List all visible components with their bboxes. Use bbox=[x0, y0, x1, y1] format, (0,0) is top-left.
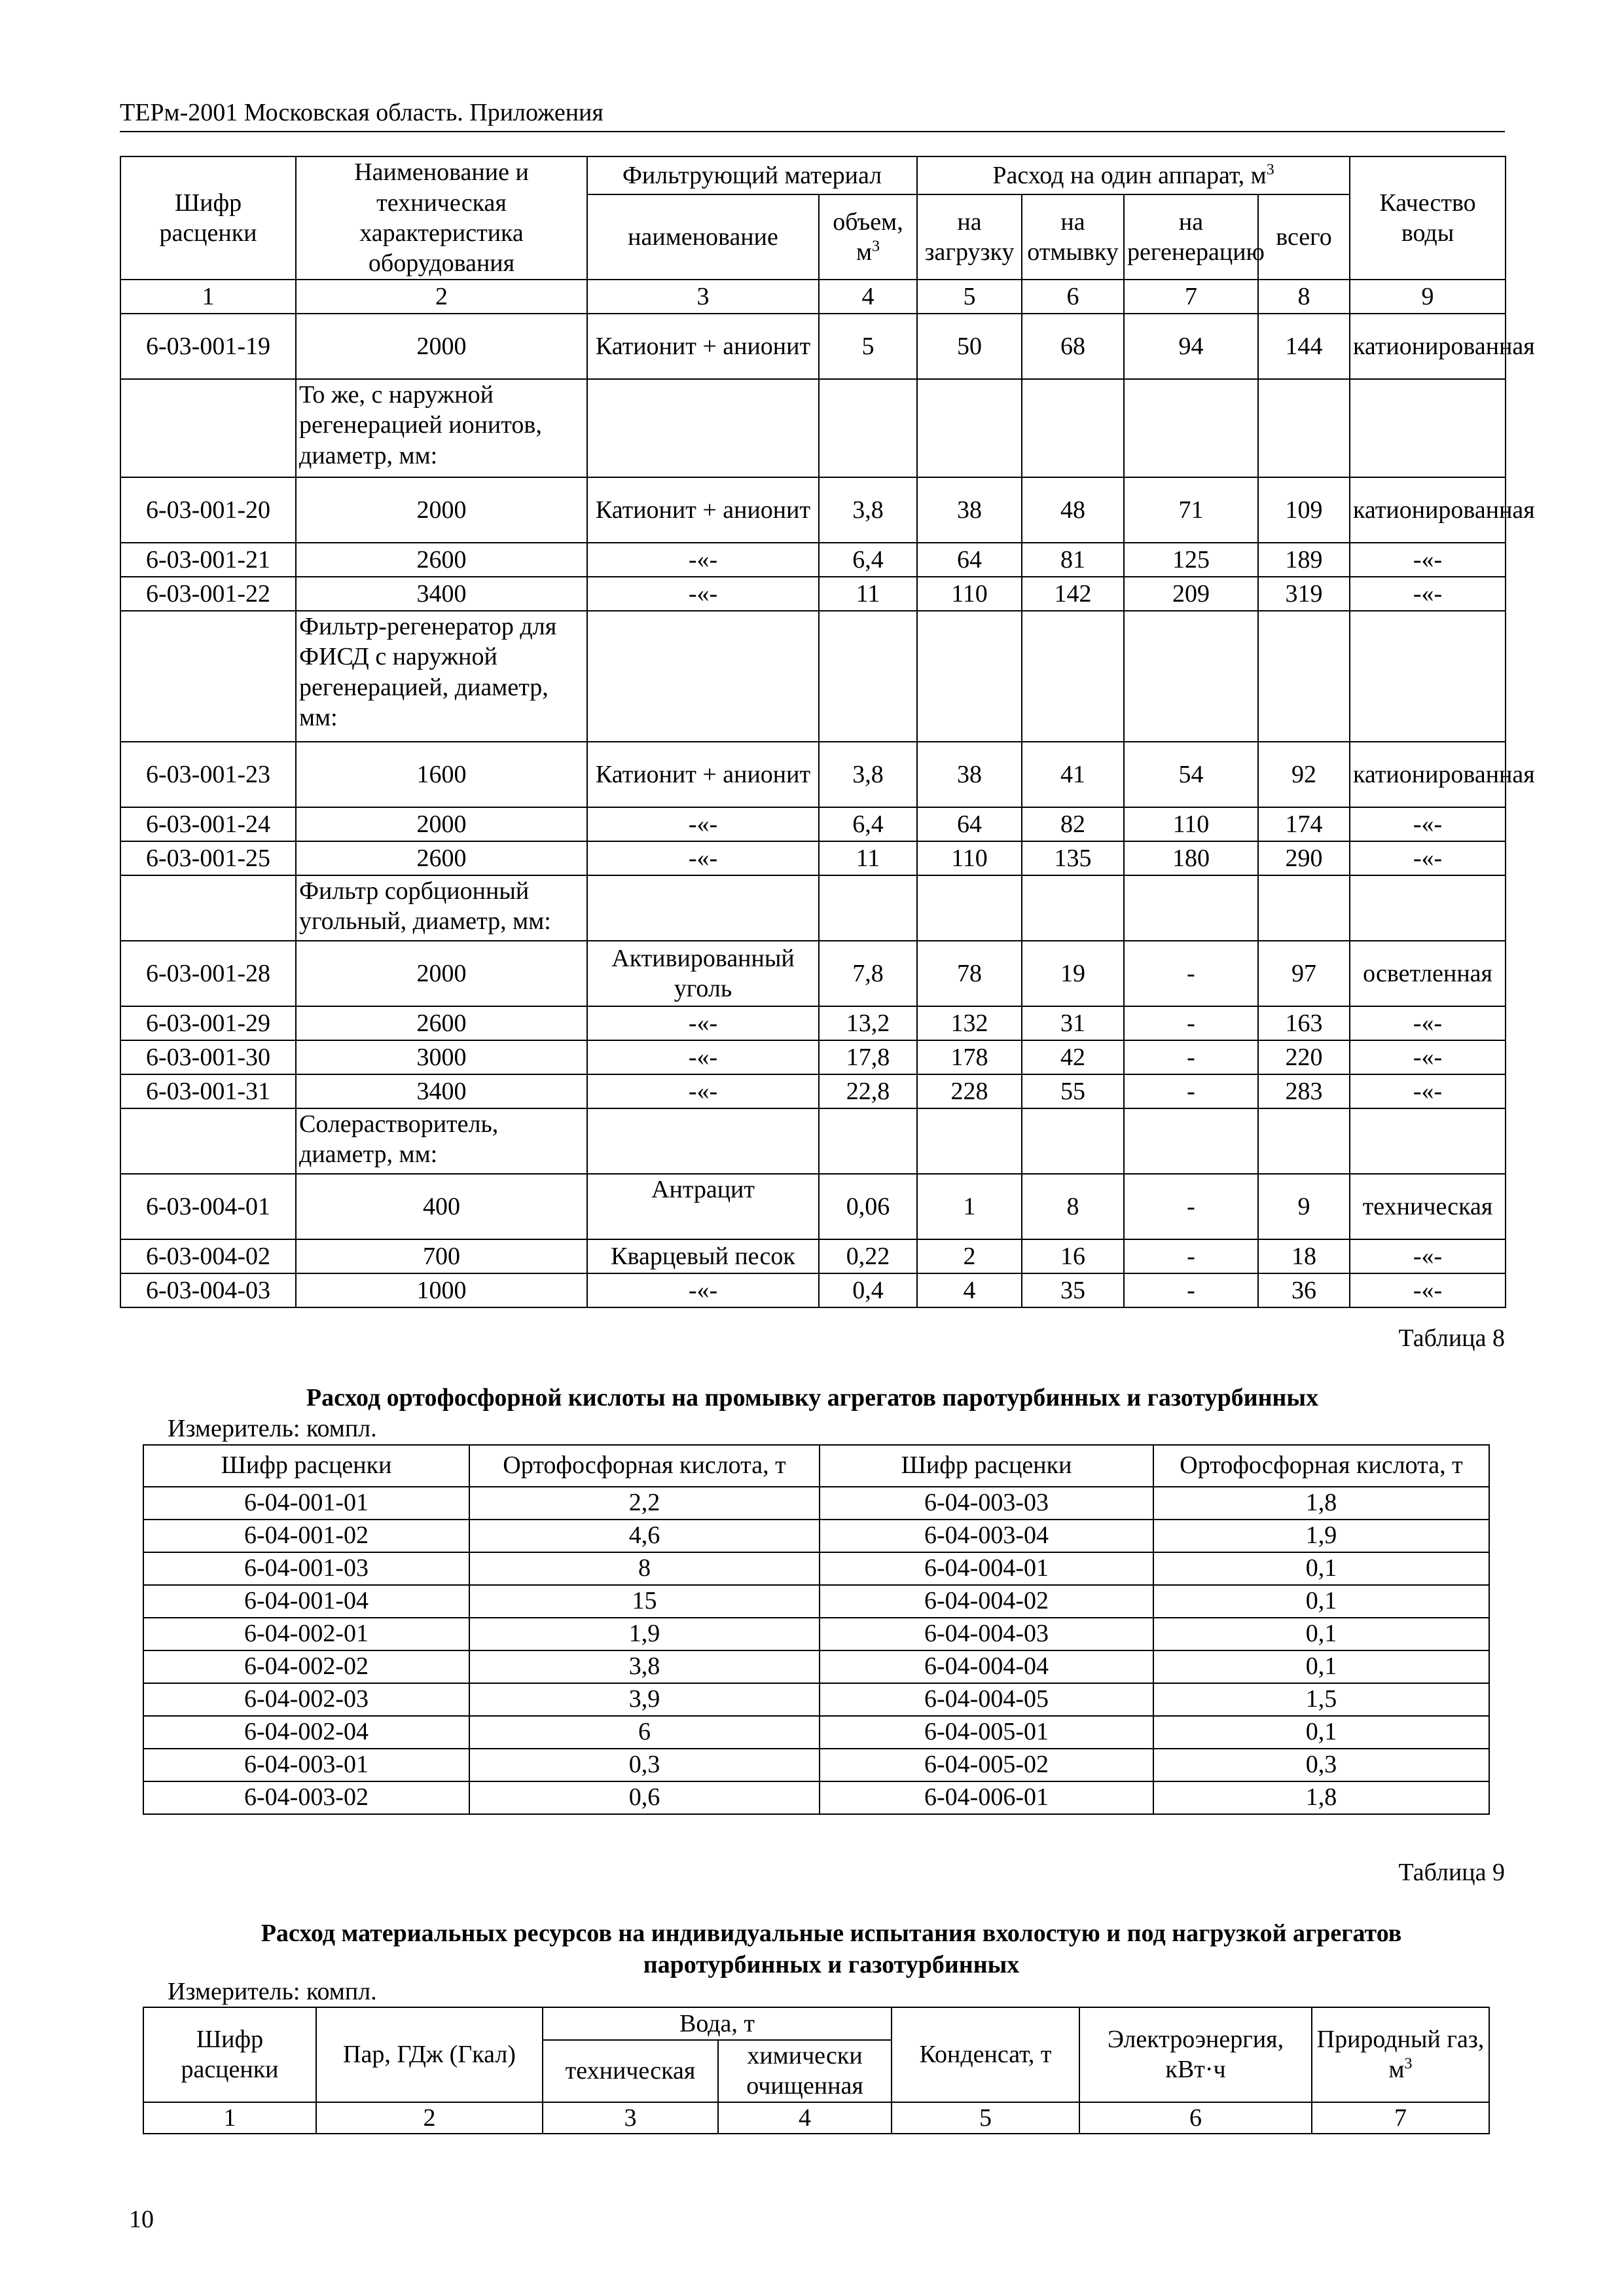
t8-header-acid-2: Ортофосфорная кислота, т bbox=[1153, 1445, 1489, 1487]
header-wash: на отмывку bbox=[1022, 194, 1124, 280]
table-cell bbox=[120, 1108, 296, 1174]
table-cell: 6-04-002-04 bbox=[143, 1716, 469, 1749]
table-cell: 6-03-001-29 bbox=[120, 1006, 296, 1040]
table-cell: 189 bbox=[1258, 543, 1350, 577]
table-cell: 7,8 bbox=[819, 941, 917, 1006]
col-number: 2 bbox=[316, 2102, 543, 2134]
table-cell: 6-03-001-24 bbox=[120, 807, 296, 841]
table-cell: 6-03-001-30 bbox=[120, 1040, 296, 1074]
table-row bbox=[143, 1552, 1489, 1585]
table-row bbox=[120, 477, 1506, 543]
table-cell bbox=[1124, 611, 1258, 742]
table-cell: техническая bbox=[1350, 1174, 1506, 1239]
col-number: 9 bbox=[1350, 280, 1506, 314]
table-cell bbox=[120, 875, 296, 941]
table-cell: -«- bbox=[587, 1040, 819, 1074]
t9-header-chem-water: химически очищенная bbox=[718, 2040, 892, 2102]
table-row bbox=[120, 941, 1506, 1006]
table-cell bbox=[1022, 1108, 1124, 1174]
table-cell: 0,6 bbox=[469, 1781, 820, 1814]
table-cell: 2600 bbox=[296, 543, 587, 577]
table-row bbox=[143, 1749, 1489, 1781]
table-cell: 64 bbox=[917, 543, 1022, 577]
header-total: всего bbox=[1258, 194, 1350, 280]
header-material-name: наименование bbox=[587, 194, 819, 280]
table-cell: 4 bbox=[917, 1273, 1022, 1307]
table-cell: 1,9 bbox=[1153, 1520, 1489, 1552]
table-cell: 3,8 bbox=[819, 742, 917, 807]
table-cell: 68 bbox=[1022, 314, 1124, 379]
table-cell: 0,1 bbox=[1153, 1552, 1489, 1585]
table-row bbox=[120, 1006, 1506, 1040]
table-cell bbox=[587, 875, 819, 941]
col-number: 2 bbox=[296, 280, 587, 314]
table-cell: -«- bbox=[587, 577, 819, 611]
section-heading-row bbox=[120, 1108, 1506, 1174]
col-number: 5 bbox=[892, 2102, 1079, 2134]
col-number: 5 bbox=[917, 280, 1022, 314]
table-cell: 178 bbox=[917, 1040, 1022, 1074]
table-cell bbox=[819, 1108, 917, 1174]
table-cell: 700 bbox=[296, 1239, 587, 1273]
table-cell: 283 bbox=[1258, 1074, 1350, 1108]
col-number: 7 bbox=[1312, 2102, 1489, 2134]
table-cell: 1,8 bbox=[1153, 1487, 1489, 1520]
table-cell bbox=[1258, 875, 1350, 941]
table-cell: 2 bbox=[917, 1239, 1022, 1273]
table-cell: 92 bbox=[1258, 742, 1350, 807]
table-cell: 1600 bbox=[296, 742, 587, 807]
table-cell: -«- bbox=[587, 1074, 819, 1108]
header-load: на загрузку bbox=[917, 194, 1022, 280]
table-cell: 1000 bbox=[296, 1273, 587, 1307]
header-volume: объем, $м^3$ bbox=[819, 194, 917, 280]
table-row bbox=[120, 742, 1506, 807]
table9-caption: Таблица 9 bbox=[1398, 1859, 1505, 1886]
table-cell: 110 bbox=[917, 841, 1022, 875]
table-cell bbox=[1258, 611, 1350, 742]
table-cell: 220 bbox=[1258, 1040, 1350, 1074]
table-cell: 0,1 bbox=[1153, 1618, 1489, 1650]
page-number: 10 bbox=[129, 2206, 154, 2233]
header-quality: Качество воды bbox=[1350, 156, 1506, 280]
table-cell: 1,8 bbox=[1153, 1781, 1489, 1814]
table-cell: 6-04-003-02 bbox=[143, 1781, 469, 1814]
table-cell: 6-03-001-19 bbox=[120, 314, 296, 379]
table-cell: - bbox=[1124, 1174, 1258, 1239]
header-regen: на регенерацию bbox=[1124, 194, 1258, 280]
table-cell: 0,06 bbox=[819, 1174, 917, 1239]
table-cell: 209 bbox=[1124, 577, 1258, 611]
col-number: 6 bbox=[1079, 2102, 1312, 2134]
table-row bbox=[143, 1781, 1489, 1814]
table-cell: -«- bbox=[587, 841, 819, 875]
table-cell: 6-04-001-02 bbox=[143, 1520, 469, 1552]
table-cell: 6,4 bbox=[819, 543, 917, 577]
table-cell: Фильтр сорбционный угольный, диаметр, мм: bbox=[296, 875, 587, 941]
t9-header-tech-water: техническая bbox=[543, 2040, 718, 2102]
table-row bbox=[120, 1239, 1506, 1273]
table-cell: 180 bbox=[1124, 841, 1258, 875]
table-cell: -«- bbox=[1350, 841, 1506, 875]
table-cell: 2600 bbox=[296, 1006, 587, 1040]
table-cell: 13,2 bbox=[819, 1006, 917, 1040]
table-row bbox=[143, 1487, 1489, 1520]
table-cell bbox=[819, 875, 917, 941]
table-cell: 6-04-005-02 bbox=[820, 1749, 1153, 1781]
table-cell: 2,2 bbox=[469, 1487, 820, 1520]
col-number: 3 bbox=[587, 280, 819, 314]
table-cell: 0,1 bbox=[1153, 1650, 1489, 1683]
table-row bbox=[143, 1716, 1489, 1749]
table-cell: 6-04-004-02 bbox=[820, 1585, 1153, 1618]
table-cell: 290 bbox=[1258, 841, 1350, 875]
table-cell: 36 bbox=[1258, 1273, 1350, 1307]
table-cell: - bbox=[1124, 1040, 1258, 1074]
table-cell bbox=[1350, 611, 1506, 742]
table-cell: 6-04-001-03 bbox=[143, 1552, 469, 1585]
table-cell: Кварцевый песок bbox=[587, 1239, 819, 1273]
section-heading-row bbox=[120, 379, 1506, 477]
table-row bbox=[120, 1040, 1506, 1074]
t8-header-code-2: Шифр расценки bbox=[820, 1445, 1153, 1487]
table-cell bbox=[1022, 379, 1124, 477]
table-cell: 6-03-004-03 bbox=[120, 1273, 296, 1307]
table-cell: 15 bbox=[469, 1585, 820, 1618]
table-cell bbox=[819, 611, 917, 742]
table-cell: 6-04-004-01 bbox=[820, 1552, 1153, 1585]
table-cell: 6-04-002-02 bbox=[143, 1650, 469, 1683]
table-cell: -«- bbox=[1350, 1239, 1506, 1273]
table-row bbox=[120, 314, 1506, 379]
t9-header-steam: Пар, ГДж (Гкал) bbox=[316, 2007, 543, 2102]
t9-column-number-row bbox=[143, 2102, 1489, 2134]
table-cell: 11 bbox=[819, 577, 917, 611]
table-row bbox=[120, 1074, 1506, 1108]
header-rule bbox=[120, 131, 1505, 132]
table-cell: - bbox=[1124, 1006, 1258, 1040]
table-cell: -«- bbox=[587, 807, 819, 841]
table-cell: катионированная bbox=[1350, 314, 1506, 379]
table-cell: Активированный уголь bbox=[587, 941, 819, 1006]
table-cell: 18 bbox=[1258, 1239, 1350, 1273]
table-cell: 319 bbox=[1258, 577, 1350, 611]
table-cell: 142 bbox=[1022, 577, 1124, 611]
table-cell: -«- bbox=[1350, 1006, 1506, 1040]
table-cell: 2000 bbox=[296, 477, 587, 543]
table-cell: 1,9 bbox=[469, 1618, 820, 1650]
table-cell: осветленная bbox=[1350, 941, 1506, 1006]
t8-header-code-1: Шифр расценки bbox=[143, 1445, 469, 1487]
col-number: 4 bbox=[819, 280, 917, 314]
table-cell: 125 bbox=[1124, 543, 1258, 577]
table-cell: 31 bbox=[1022, 1006, 1124, 1040]
table-row bbox=[120, 1174, 1506, 1239]
table-cell: 3000 bbox=[296, 1040, 587, 1074]
table8-title: Расход ортофосфорной кислоты на промывку агрегатов паротурбинных и газотурбинных bbox=[306, 1384, 1319, 1412]
table-cell: -«- bbox=[1350, 1273, 1506, 1307]
table-cell: 0,22 bbox=[819, 1239, 917, 1273]
table-cell: 135 bbox=[1022, 841, 1124, 875]
table-cell: 109 bbox=[1258, 477, 1350, 543]
table-cell: 6-04-004-05 bbox=[820, 1683, 1153, 1716]
table-cell: 3,9 bbox=[469, 1683, 820, 1716]
table-row bbox=[120, 577, 1506, 611]
table-cell bbox=[819, 379, 917, 477]
table-row bbox=[120, 841, 1506, 875]
table-cell: Катионит + анионит bbox=[587, 742, 819, 807]
table-cell bbox=[917, 379, 1022, 477]
table-cell bbox=[1350, 1108, 1506, 1174]
filter-materials-table bbox=[120, 156, 1535, 1308]
section-heading-row bbox=[120, 875, 1506, 941]
table-cell bbox=[917, 875, 1022, 941]
table-row bbox=[120, 1273, 1506, 1307]
table-cell: 6-04-004-03 bbox=[820, 1618, 1153, 1650]
t9-header-code: Шифр расценки bbox=[143, 2007, 316, 2102]
table-cell: 97 bbox=[1258, 941, 1350, 1006]
header-filter-material: Фильтрующий материал bbox=[587, 156, 917, 194]
table-cell: 110 bbox=[1124, 807, 1258, 841]
table-cell: 0,4 bbox=[819, 1273, 917, 1307]
table-cell: 6-04-002-03 bbox=[143, 1683, 469, 1716]
table-cell: 6-04-002-01 bbox=[143, 1618, 469, 1650]
t9-header-condensate: Конденсат, т bbox=[892, 2007, 1079, 2102]
table-cell: 132 bbox=[917, 1006, 1022, 1040]
table-cell: Фильтр-регенератор для ФИСД с наружной регенерацией, диаметр, мм: bbox=[296, 611, 587, 742]
table-cell: 6-04-006-01 bbox=[820, 1781, 1153, 1814]
table-cell: 0,3 bbox=[469, 1749, 820, 1781]
table-cell: 17,8 bbox=[819, 1040, 917, 1074]
table-cell: 110 bbox=[917, 577, 1022, 611]
t9-header-gas: Природный газ, $м^3$ bbox=[1312, 2007, 1489, 2102]
table-cell bbox=[587, 611, 819, 742]
table8-unit: Измеритель: компл. bbox=[168, 1415, 377, 1442]
table-cell bbox=[1022, 875, 1124, 941]
table-cell bbox=[1022, 611, 1124, 742]
table-cell: 38 bbox=[917, 742, 1022, 807]
table-cell bbox=[120, 379, 296, 477]
table-cell: 6-04-003-04 bbox=[820, 1520, 1153, 1552]
table-cell: 6-03-001-28 bbox=[120, 941, 296, 1006]
table9-title: Расход материальных ресурсов на индивидуальные испытания вхолостую и под нагрузкой агрегатов паротурбинных и газотурбинных bbox=[261, 1920, 1402, 1978]
table-row bbox=[143, 1585, 1489, 1618]
col-number: 1 bbox=[120, 280, 296, 314]
table-cell: 6,4 bbox=[819, 807, 917, 841]
table-cell: 228 bbox=[917, 1074, 1022, 1108]
table-cell: - bbox=[1124, 1239, 1258, 1273]
table-cell: -«- bbox=[587, 1006, 819, 1040]
table-cell: 2000 bbox=[296, 314, 587, 379]
table-cell: 3,8 bbox=[819, 477, 917, 543]
test-resources-table bbox=[143, 2007, 1490, 2134]
t8-header-acid-1: Ортофосфорная кислота, т bbox=[469, 1445, 820, 1487]
table9-unit: Измеритель: компл. bbox=[168, 1978, 377, 2005]
header-code: Шифр расценки bbox=[120, 156, 296, 280]
table-cell: 1,5 bbox=[1153, 1683, 1489, 1716]
table-cell: 9 bbox=[1258, 1174, 1350, 1239]
table-cell: 42 bbox=[1022, 1040, 1124, 1074]
table-row bbox=[143, 1618, 1489, 1650]
table-cell bbox=[1350, 379, 1506, 477]
table-cell bbox=[1258, 379, 1350, 477]
table-cell: 11 bbox=[819, 841, 917, 875]
table-cell bbox=[1124, 875, 1258, 941]
col-number: 1 bbox=[143, 2102, 316, 2134]
table-cell: 400 bbox=[296, 1174, 587, 1239]
table-cell: - bbox=[1124, 941, 1258, 1006]
table-cell: 4,6 bbox=[469, 1520, 820, 1552]
header-consumption: Расход на один аппарат, $м^3$ bbox=[917, 156, 1350, 194]
table-cell bbox=[1124, 379, 1258, 477]
table-cell: 6-04-003-03 bbox=[820, 1487, 1153, 1520]
table-row bbox=[120, 543, 1506, 577]
table-cell: -«- bbox=[1350, 543, 1506, 577]
table-cell: - bbox=[1124, 1273, 1258, 1307]
table-cell: -«- bbox=[1350, 577, 1506, 611]
table-cell: 1 bbox=[917, 1174, 1022, 1239]
table-cell: 5 bbox=[819, 314, 917, 379]
table-cell: 6-04-005-01 bbox=[820, 1716, 1153, 1749]
table-cell: Антрацит bbox=[587, 1174, 819, 1239]
table-cell: 2600 bbox=[296, 841, 587, 875]
phosphoric-acid-table bbox=[143, 1444, 1490, 1815]
table-cell bbox=[917, 611, 1022, 742]
table-cell: 82 bbox=[1022, 807, 1124, 841]
table-cell: 144 bbox=[1258, 314, 1350, 379]
table-cell: 3400 bbox=[296, 577, 587, 611]
table-cell: 2000 bbox=[296, 941, 587, 1006]
column-number-row bbox=[120, 280, 1506, 314]
table-cell: 6-03-004-02 bbox=[120, 1239, 296, 1273]
col-number: 8 bbox=[1258, 280, 1350, 314]
table-cell: 0,1 bbox=[1153, 1716, 1489, 1749]
table-cell: 3,8 bbox=[469, 1650, 820, 1683]
col-number: 4 bbox=[718, 2102, 892, 2134]
table-cell: 174 bbox=[1258, 807, 1350, 841]
table-row bbox=[143, 1683, 1489, 1716]
table-cell: 64 bbox=[917, 807, 1022, 841]
table-cell: 71 bbox=[1124, 477, 1258, 543]
table-cell: катионированная bbox=[1350, 477, 1506, 543]
table-cell: 55 bbox=[1022, 1074, 1124, 1108]
table-cell: 6-04-001-01 bbox=[143, 1487, 469, 1520]
table-cell: -«- bbox=[1350, 1040, 1506, 1074]
col-number: 6 bbox=[1022, 280, 1124, 314]
table-cell: 50 bbox=[917, 314, 1022, 379]
table-cell: -«- bbox=[1350, 1074, 1506, 1108]
table-cell: 0,1 bbox=[1153, 1585, 1489, 1618]
table-cell bbox=[1350, 875, 1506, 941]
table-cell bbox=[587, 379, 819, 477]
table-cell: 6-03-001-23 bbox=[120, 742, 296, 807]
table-cell: 2000 bbox=[296, 807, 587, 841]
col-number: 3 bbox=[543, 2102, 718, 2134]
table-cell: 78 bbox=[917, 941, 1022, 1006]
col-number: 7 bbox=[1124, 280, 1258, 314]
table-cell: 3400 bbox=[296, 1074, 587, 1108]
t9-header-power: Электроэнергия, кВт·ч bbox=[1079, 2007, 1312, 2102]
table-cell: 8 bbox=[469, 1552, 820, 1585]
table-cell bbox=[1124, 1108, 1258, 1174]
table-cell: -«- bbox=[587, 543, 819, 577]
table-cell: 163 bbox=[1258, 1006, 1350, 1040]
table-row bbox=[120, 807, 1506, 841]
table-cell: 6-03-001-22 bbox=[120, 577, 296, 611]
table-cell bbox=[917, 1108, 1022, 1174]
table-cell: 41 bbox=[1022, 742, 1124, 807]
table-cell: 6 bbox=[469, 1716, 820, 1749]
table-cell: 16 bbox=[1022, 1239, 1124, 1273]
header-name: Наименование и техническая характеристика оборудования bbox=[296, 156, 587, 280]
table-cell: 6-04-004-04 bbox=[820, 1650, 1153, 1683]
table-cell: 54 bbox=[1124, 742, 1258, 807]
table-cell: 81 bbox=[1022, 543, 1124, 577]
table-cell bbox=[587, 1108, 819, 1174]
table-cell: -«- bbox=[587, 1273, 819, 1307]
table-cell: -«- bbox=[1350, 807, 1506, 841]
table-cell: То же, с наружной регенерацией ионитов, диаметр, мм: bbox=[296, 379, 587, 477]
section-heading-row bbox=[120, 611, 1506, 742]
page-header: ТЕРм-2001 Московская область. Приложения bbox=[120, 99, 604, 126]
table-cell: - bbox=[1124, 1074, 1258, 1108]
table-row bbox=[143, 1650, 1489, 1683]
table-cell bbox=[1258, 1108, 1350, 1174]
table-cell: Катионит + анионит bbox=[587, 477, 819, 543]
table-cell: Солерастворитель, диаметр, мм: bbox=[296, 1108, 587, 1174]
t9-header-water: Вода, т bbox=[543, 2007, 892, 2040]
table-cell: 6-03-004-01 bbox=[120, 1174, 296, 1239]
table-cell: 6-04-001-04 bbox=[143, 1585, 469, 1618]
table-cell: 19 bbox=[1022, 941, 1124, 1006]
table-cell: 6-03-001-31 bbox=[120, 1074, 296, 1108]
table8-caption: Таблица 8 bbox=[1398, 1324, 1505, 1352]
table-cell: 94 bbox=[1124, 314, 1258, 379]
table-cell: 6-03-001-21 bbox=[120, 543, 296, 577]
table-cell: 22,8 bbox=[819, 1074, 917, 1108]
table-cell: Катионит + анионит bbox=[587, 314, 819, 379]
table-cell: 35 bbox=[1022, 1273, 1124, 1307]
table-cell: 8 bbox=[1022, 1174, 1124, 1239]
table-cell: 6-03-001-20 bbox=[120, 477, 296, 543]
table-cell: 6-03-001-25 bbox=[120, 841, 296, 875]
table-cell: 38 bbox=[917, 477, 1022, 543]
table-cell: 6-04-003-01 bbox=[143, 1749, 469, 1781]
table-cell: катионированная bbox=[1350, 742, 1506, 807]
table-cell: 0,3 bbox=[1153, 1749, 1489, 1781]
table-cell: 48 bbox=[1022, 477, 1124, 543]
table-cell bbox=[120, 611, 296, 742]
table-row bbox=[143, 1520, 1489, 1552]
